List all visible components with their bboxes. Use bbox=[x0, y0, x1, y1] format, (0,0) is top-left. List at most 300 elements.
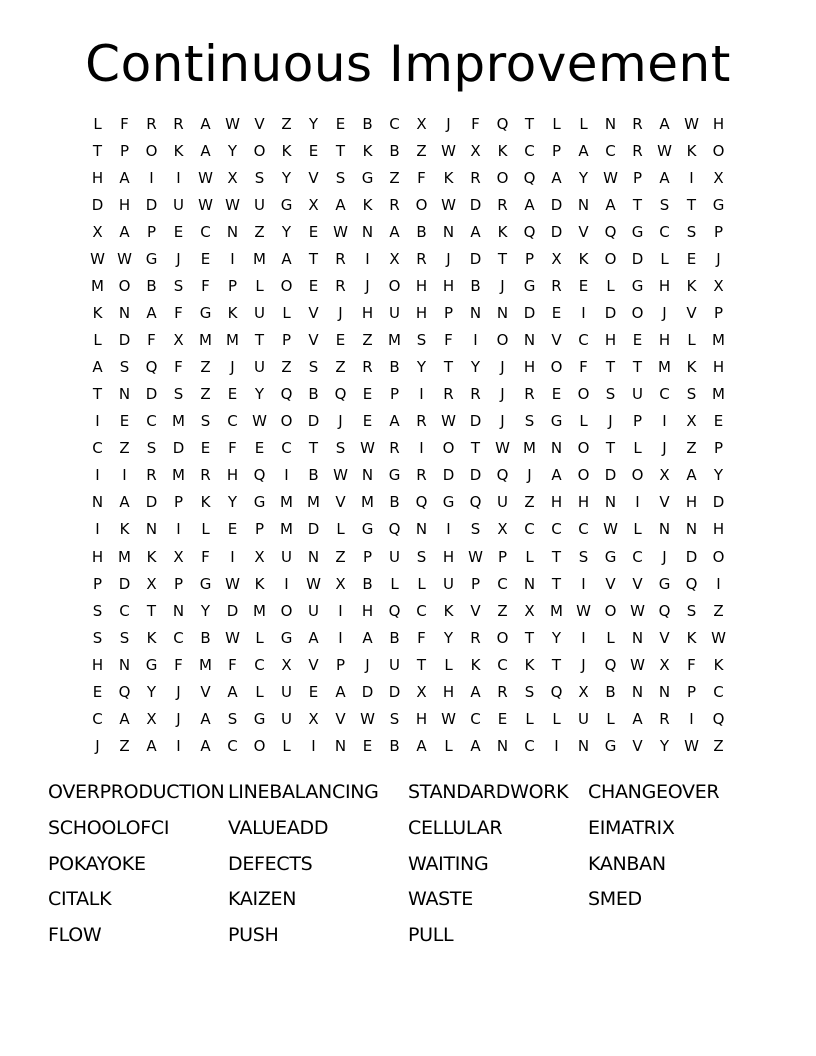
grid-letter: I bbox=[338, 601, 343, 620]
grid-letter: F bbox=[174, 358, 183, 377]
grid-letter: L bbox=[660, 250, 669, 269]
grid-letter: X bbox=[173, 547, 184, 566]
grid-letter: S bbox=[119, 358, 130, 377]
grid-letter: N bbox=[118, 304, 131, 323]
grid-letter: S bbox=[416, 547, 427, 566]
grid-letter: W bbox=[225, 628, 240, 647]
grid-letter: J bbox=[176, 682, 181, 701]
grid-letter: U bbox=[389, 547, 400, 566]
grid-letter: M bbox=[712, 385, 725, 404]
grid-letter: C bbox=[659, 385, 670, 404]
word-list-item: CELLULAR bbox=[408, 816, 503, 839]
grid-letter: L bbox=[444, 736, 453, 755]
grid-letter: O bbox=[496, 628, 509, 647]
grid-letter: A bbox=[470, 736, 481, 755]
grid-letter: A bbox=[389, 223, 400, 242]
grid-letter: C bbox=[119, 601, 130, 620]
grid-letter: K bbox=[443, 169, 454, 188]
grid-letter: T bbox=[497, 250, 508, 269]
grid-letter: N bbox=[361, 466, 374, 485]
grid-letter: E bbox=[713, 412, 724, 431]
grid-letter: J bbox=[608, 412, 613, 431]
grid-letter: J bbox=[338, 304, 343, 323]
grid-letter: U bbox=[281, 682, 292, 701]
grid-letter: F bbox=[417, 628, 426, 647]
grid-letter: L bbox=[255, 277, 264, 296]
grid-letter: C bbox=[281, 439, 292, 458]
grid-letter: X bbox=[578, 682, 589, 701]
grid-letter: U bbox=[578, 709, 589, 728]
grid-letter: L bbox=[390, 574, 399, 593]
grid-letter: M bbox=[280, 493, 293, 512]
grid-letter: G bbox=[361, 169, 374, 188]
grid-letter: H bbox=[442, 682, 455, 701]
grid-letter: V bbox=[335, 493, 346, 512]
grid-letter: X bbox=[713, 277, 724, 296]
grid-letter: Z bbox=[524, 493, 535, 512]
grid-letter: T bbox=[551, 547, 562, 566]
grid-letter: U bbox=[281, 709, 292, 728]
grid-letter: L bbox=[552, 709, 561, 728]
grid-letter: J bbox=[716, 250, 721, 269]
grid-letter: W bbox=[657, 142, 672, 161]
grid-letter: S bbox=[119, 628, 130, 647]
grid-letter: N bbox=[496, 304, 509, 323]
grid-letter: Z bbox=[119, 736, 130, 755]
grid-letter: D bbox=[388, 682, 401, 701]
grid-letter: Q bbox=[118, 682, 131, 701]
grid-letter: E bbox=[362, 385, 373, 404]
grid-letter: V bbox=[308, 655, 319, 674]
grid-letter: P bbox=[335, 655, 346, 674]
grid-letter: K bbox=[443, 601, 454, 620]
grid-letter: M bbox=[712, 331, 725, 350]
grid-letter: S bbox=[605, 385, 616, 404]
grid-letter: U bbox=[389, 304, 400, 323]
grid-letter: A bbox=[416, 736, 427, 755]
grid-letter: V bbox=[632, 574, 643, 593]
grid-letter: N bbox=[469, 304, 482, 323]
grid-letter: L bbox=[606, 628, 615, 647]
grid-letter: G bbox=[631, 277, 644, 296]
grid-letter: X bbox=[281, 655, 292, 674]
grid-letter: K bbox=[686, 358, 697, 377]
grid-letter: D bbox=[118, 574, 131, 593]
grid-letter: R bbox=[416, 466, 427, 485]
grid-letter: W bbox=[441, 142, 456, 161]
grid-letter: C bbox=[524, 142, 535, 161]
word-list-item: KANBAN bbox=[588, 852, 666, 875]
grid-letter: N bbox=[145, 520, 158, 539]
grid-letter: S bbox=[335, 439, 346, 458]
grid-letter: Y bbox=[227, 493, 238, 512]
grid-letter: Q bbox=[712, 709, 725, 728]
grid-letter: I bbox=[230, 250, 235, 269]
grid-letter: R bbox=[470, 628, 481, 647]
grid-letter: M bbox=[199, 655, 212, 674]
grid-letter: H bbox=[442, 277, 455, 296]
grid-letter: M bbox=[307, 493, 320, 512]
grid-letter: N bbox=[523, 574, 536, 593]
grid-letter: B bbox=[389, 493, 400, 512]
word-list-item: PUSH bbox=[228, 924, 279, 946]
grid-letter: I bbox=[581, 628, 586, 647]
grid-letter: G bbox=[631, 223, 644, 242]
grid-letter: L bbox=[633, 439, 642, 458]
grid-letter: B bbox=[470, 277, 481, 296]
grid-letter: A bbox=[551, 466, 562, 485]
grid-letter: T bbox=[146, 601, 157, 620]
grid-letter: X bbox=[173, 331, 184, 350]
grid-letter: W bbox=[441, 196, 456, 215]
grid-letter: I bbox=[419, 439, 424, 458]
grid-letter: X bbox=[416, 682, 427, 701]
grid-letter: D bbox=[307, 520, 320, 539]
grid-letter: Y bbox=[659, 736, 670, 755]
grid-letter: Z bbox=[686, 439, 697, 458]
grid-letter: O bbox=[577, 385, 590, 404]
grid-letter: M bbox=[280, 520, 293, 539]
grid-letter: M bbox=[91, 277, 104, 296]
grid-letter: R bbox=[497, 682, 508, 701]
grid-letter: A bbox=[146, 736, 157, 755]
grid-letter: E bbox=[227, 520, 238, 539]
grid-letter: O bbox=[496, 331, 509, 350]
grid-letter: W bbox=[360, 439, 375, 458]
grid-letter: H bbox=[226, 466, 239, 485]
grid-letter: I bbox=[554, 736, 559, 755]
grid-letter: H bbox=[658, 331, 671, 350]
grid-letter: K bbox=[497, 142, 508, 161]
grid-letter: O bbox=[712, 142, 725, 161]
grid-letter: W bbox=[441, 412, 456, 431]
grid-letter: K bbox=[227, 304, 238, 323]
grid-letter: P bbox=[470, 574, 481, 593]
grid-letter: S bbox=[173, 385, 184, 404]
grid-letter: A bbox=[659, 169, 670, 188]
grid-letter: X bbox=[659, 466, 670, 485]
grid-letter: N bbox=[91, 493, 104, 512]
grid-letter: H bbox=[658, 277, 671, 296]
grid-letter: B bbox=[200, 628, 211, 647]
grid-letter: J bbox=[338, 412, 343, 431]
grid-letter: Z bbox=[200, 358, 211, 377]
grid-letter: V bbox=[470, 601, 481, 620]
grid-letter: O bbox=[712, 547, 725, 566]
grid-letter: V bbox=[308, 331, 319, 350]
grid-letter: P bbox=[119, 142, 130, 161]
grid-letter: G bbox=[442, 493, 455, 512]
grid-letter: N bbox=[415, 520, 428, 539]
grid-letter: R bbox=[659, 709, 670, 728]
word-list-item: STANDARDWORK bbox=[408, 781, 569, 803]
grid-letter: W bbox=[360, 709, 375, 728]
grid-letter: G bbox=[253, 709, 266, 728]
word-list-item: SCHOOLOFCI bbox=[48, 816, 170, 839]
grid-letter: N bbox=[118, 385, 131, 404]
grid-letter: N bbox=[550, 439, 563, 458]
grid-letter: B bbox=[362, 115, 373, 134]
grid-letter: O bbox=[577, 439, 590, 458]
grid-letter: E bbox=[119, 412, 130, 431]
grid-letter: T bbox=[308, 439, 319, 458]
grid-letter: Z bbox=[335, 547, 346, 566]
grid-letter: X bbox=[335, 574, 346, 593]
grid-letter: M bbox=[253, 250, 266, 269]
grid-letter: Q bbox=[685, 574, 698, 593]
grid-letter: Q bbox=[550, 682, 563, 701]
grid-letter: L bbox=[93, 115, 102, 134]
grid-letter: Y bbox=[470, 358, 481, 377]
grid-letter: W bbox=[225, 196, 240, 215]
grid-letter: I bbox=[338, 628, 343, 647]
grid-letter: L bbox=[255, 628, 264, 647]
grid-letter: P bbox=[713, 304, 724, 323]
grid-letter: M bbox=[550, 601, 563, 620]
grid-letter: A bbox=[281, 250, 292, 269]
grid-letter: O bbox=[280, 412, 293, 431]
grid-letter: L bbox=[336, 520, 345, 539]
grid-letter: G bbox=[199, 304, 212, 323]
grid-letter: Y bbox=[416, 358, 427, 377]
grid-letter: M bbox=[172, 412, 185, 431]
grid-letter: H bbox=[442, 547, 455, 566]
grid-letter: W bbox=[225, 115, 240, 134]
grid-letter: T bbox=[524, 628, 535, 647]
grid-letter: C bbox=[497, 655, 508, 674]
grid-letter: P bbox=[362, 547, 373, 566]
grid-letter: T bbox=[632, 358, 643, 377]
grid-letter: X bbox=[146, 574, 157, 593]
grid-letter: O bbox=[496, 169, 509, 188]
grid-letter: Q bbox=[604, 223, 617, 242]
grid-letter: I bbox=[473, 331, 478, 350]
grid-letter: N bbox=[577, 736, 590, 755]
grid-letter: S bbox=[686, 601, 697, 620]
grid-letter: S bbox=[92, 628, 103, 647]
grid-letter: Y bbox=[578, 169, 589, 188]
grid-letter: G bbox=[361, 520, 374, 539]
grid-letter: C bbox=[524, 736, 535, 755]
grid-letter: J bbox=[662, 547, 667, 566]
grid-letter: U bbox=[254, 358, 265, 377]
grid-letter: I bbox=[689, 709, 694, 728]
grid-letter: K bbox=[254, 574, 265, 593]
grid-letter: O bbox=[145, 142, 158, 161]
grid-letter: N bbox=[361, 223, 374, 242]
grid-letter: P bbox=[686, 682, 697, 701]
grid-letter: P bbox=[146, 223, 157, 242]
grid-letter: V bbox=[605, 574, 616, 593]
grid-letter: R bbox=[632, 115, 643, 134]
grid-letter: C bbox=[605, 142, 616, 161]
grid-letter: Z bbox=[713, 736, 724, 755]
grid-letter: G bbox=[604, 547, 617, 566]
grid-letter: W bbox=[198, 196, 213, 215]
grid-letter: A bbox=[119, 169, 130, 188]
grid-letter: C bbox=[713, 682, 724, 701]
grid-letter: F bbox=[147, 331, 156, 350]
grid-letter: M bbox=[388, 331, 401, 350]
grid-letter: H bbox=[361, 304, 374, 323]
grid-letter: A bbox=[335, 196, 346, 215]
grid-letter: S bbox=[308, 358, 319, 377]
grid-letter: T bbox=[551, 574, 562, 593]
grid-letter: T bbox=[443, 358, 454, 377]
grid-letter: M bbox=[658, 358, 671, 377]
grid-letter: R bbox=[389, 196, 400, 215]
grid-letter: R bbox=[335, 277, 346, 296]
grid-letter: T bbox=[470, 439, 481, 458]
grid-letter: K bbox=[497, 223, 508, 242]
grid-letter: W bbox=[576, 601, 591, 620]
grid-letter: F bbox=[444, 331, 453, 350]
grid-letter: R bbox=[200, 466, 211, 485]
grid-letter: S bbox=[686, 385, 697, 404]
grid-letter: G bbox=[199, 574, 212, 593]
grid-letter: W bbox=[603, 169, 618, 188]
grid-letter: W bbox=[603, 520, 618, 539]
grid-letter: Q bbox=[604, 655, 617, 674]
grid-letter: J bbox=[230, 358, 235, 377]
grid-letter: L bbox=[93, 331, 102, 350]
grid-letter: P bbox=[173, 574, 184, 593]
grid-letter: S bbox=[524, 682, 535, 701]
grid-letter: C bbox=[497, 574, 508, 593]
grid-letter: S bbox=[389, 709, 400, 728]
grid-letter: X bbox=[92, 223, 103, 242]
grid-letter: S bbox=[524, 412, 535, 431]
grid-letter: D bbox=[604, 466, 617, 485]
grid-letter: V bbox=[200, 682, 211, 701]
grid-letter: L bbox=[282, 304, 291, 323]
grid-letter: V bbox=[551, 331, 562, 350]
grid-letter: L bbox=[633, 520, 642, 539]
grid-letter: Q bbox=[280, 385, 293, 404]
grid-letter: A bbox=[227, 682, 238, 701]
grid-letter: Q bbox=[496, 115, 509, 134]
grid-letter: H bbox=[415, 277, 428, 296]
grid-letter: H bbox=[523, 358, 536, 377]
grid-letter: L bbox=[606, 709, 615, 728]
grid-letter: A bbox=[119, 223, 130, 242]
grid-letter: O bbox=[415, 196, 428, 215]
grid-letter: W bbox=[711, 628, 726, 647]
grid-letter: R bbox=[362, 358, 373, 377]
grid-letter: E bbox=[308, 223, 319, 242]
grid-letter: Z bbox=[497, 601, 508, 620]
grid-letter: E bbox=[551, 385, 562, 404]
grid-letter: R bbox=[146, 466, 157, 485]
grid-letter: W bbox=[252, 412, 267, 431]
grid-letter: H bbox=[361, 601, 374, 620]
grid-letter: X bbox=[416, 115, 427, 134]
grid-letter: A bbox=[524, 196, 535, 215]
word-list-item: POKAYOKE bbox=[48, 852, 146, 875]
grid-letter: D bbox=[469, 196, 482, 215]
grid-letter: A bbox=[551, 169, 562, 188]
grid-letter: E bbox=[173, 223, 184, 242]
grid-letter: L bbox=[552, 115, 561, 134]
grid-letter: L bbox=[687, 331, 696, 350]
grid-letter: K bbox=[362, 196, 373, 215]
grid-letter: L bbox=[417, 574, 426, 593]
grid-letter: V bbox=[632, 736, 643, 755]
grid-letter: H bbox=[415, 304, 428, 323]
grid-letter: G bbox=[145, 655, 158, 674]
grid-letter: K bbox=[92, 304, 103, 323]
grid-letter: I bbox=[176, 736, 181, 755]
grid-letter: H bbox=[91, 169, 104, 188]
grid-letter: W bbox=[684, 115, 699, 134]
grid-letter: P bbox=[497, 547, 508, 566]
word-list-item: OVERPRODUCTION bbox=[48, 781, 225, 803]
grid-letter: N bbox=[523, 331, 536, 350]
grid-letter: O bbox=[604, 250, 617, 269]
grid-letter: I bbox=[446, 520, 451, 539]
grid-letter: C bbox=[578, 520, 589, 539]
grid-letter: A bbox=[659, 115, 670, 134]
word-list bbox=[48, 778, 768, 957]
grid-letter: Q bbox=[388, 601, 401, 620]
grid-letter: Y bbox=[443, 628, 454, 647]
grid-letter: U bbox=[389, 655, 400, 674]
grid-letter: J bbox=[500, 358, 505, 377]
grid-letter: E bbox=[92, 682, 103, 701]
grid-letter: U bbox=[443, 574, 454, 593]
grid-letter: Z bbox=[389, 169, 400, 188]
grid-letter: A bbox=[389, 412, 400, 431]
grid-letter: W bbox=[468, 547, 483, 566]
grid-letter: Q bbox=[469, 493, 482, 512]
grid-letter: F bbox=[201, 547, 210, 566]
grid-letter: Z bbox=[119, 439, 130, 458]
grid-letter: W bbox=[198, 169, 213, 188]
grid-letter: C bbox=[551, 520, 562, 539]
grid-letter: C bbox=[227, 412, 238, 431]
grid-letter: J bbox=[527, 466, 532, 485]
grid-letter: N bbox=[334, 736, 347, 755]
grid-letter: A bbox=[119, 493, 130, 512]
grid-letter: I bbox=[581, 304, 586, 323]
grid-letter: E bbox=[308, 142, 319, 161]
grid-letter: C bbox=[632, 547, 643, 566]
grid-letter: H bbox=[712, 115, 725, 134]
grid-letter: D bbox=[550, 196, 563, 215]
grid-letter: Q bbox=[523, 169, 536, 188]
grid-letter: F bbox=[687, 655, 696, 674]
grid-letter: X bbox=[146, 709, 157, 728]
grid-letter: J bbox=[662, 439, 667, 458]
grid-letter: K bbox=[713, 655, 724, 674]
word-list-item: DEFECTS bbox=[228, 852, 313, 875]
grid-letter: R bbox=[443, 385, 454, 404]
grid-letter: Z bbox=[713, 601, 724, 620]
grid-letter: Q bbox=[334, 385, 347, 404]
grid-letter: Q bbox=[658, 601, 671, 620]
grid-letter: S bbox=[173, 277, 184, 296]
grid-letter: I bbox=[689, 169, 694, 188]
grid-letter: I bbox=[311, 736, 316, 755]
grid-letter: T bbox=[92, 142, 103, 161]
grid-letter: O bbox=[118, 277, 131, 296]
grid-letter: B bbox=[308, 385, 319, 404]
grid-letter: W bbox=[117, 250, 132, 269]
grid-letter: B bbox=[605, 682, 616, 701]
grid-letter: E bbox=[362, 412, 373, 431]
grid-letter: K bbox=[578, 250, 589, 269]
grid-letter: A bbox=[200, 736, 211, 755]
